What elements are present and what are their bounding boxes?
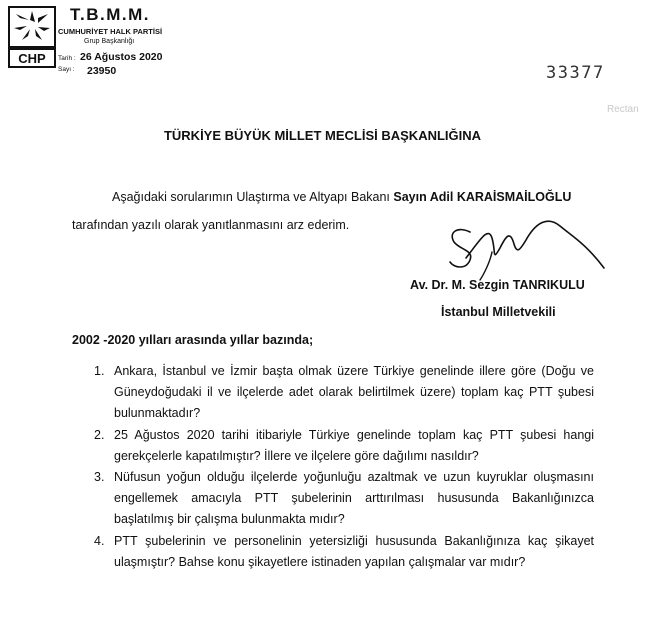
request-text: Aşağıdaki sorularımın Ulaştırma ve Altyapı Bakanı: [112, 190, 394, 204]
question-text: PTT şubelerinin ve personelinin yetersizliği hususunda Bakanlığınıza kaç şikayet ulaşmıştır? Bahse konu şikayetlere istinaden yapılan çalışmalar var mıdır?: [114, 534, 594, 569]
period-heading: 2002 -2020 yılları arasında yıllar bazında;: [72, 333, 314, 347]
institution-name: T.B.M.M.: [70, 5, 150, 24]
question-text: Ankara, İstanbul ve İzmir başta olmak üzere Türkiye genelinde illere göre (Doğu ve Güneydoğudaki il ve ilçelerde adet olarak belirtilmek üzere) toplam kaç PTT şubesi bulunmaktadır?: [114, 364, 594, 420]
faint-stamp-text: Rectan: [607, 104, 639, 115]
number-label: Sayı :: [58, 66, 75, 73]
signatory-role: İstanbul Milletvekili: [441, 305, 556, 319]
signatory-name: Av. Dr. M. Sezgin TANRIKULU: [410, 278, 585, 292]
question-number: 4.: [94, 534, 105, 548]
department-name: Grup Başkanlığı: [84, 38, 135, 45]
date-label: Tarih :: [58, 55, 76, 62]
date-value: 26 Ağustos 2020: [80, 51, 163, 63]
minister-name: Sayın Adil KARAİSMAİLOĞLU: [393, 190, 572, 204]
request-paragraph-continued: tarafından yazılı olarak yanıtlanmasını arz ederim.: [72, 218, 350, 232]
document-number: 33377: [546, 63, 605, 83]
question-item: [94, 467, 594, 530]
number-value: 23950: [87, 65, 117, 77]
question-number: 3.: [94, 470, 105, 484]
question-number: 1.: [94, 364, 105, 378]
chp-logo: [8, 6, 56, 68]
question-text: Nüfusun yoğun olduğu ilçelerde yoğunluğu azaltmak ve uzun kuyruklar oluşmasını engellemek amacıyla PTT şubelerinin arttırılması hususunda Bakanlığınızca başlatılmış bir çalışma bulunmakta mıdır?: [114, 470, 594, 526]
party-name: CUMHURİYET HALK PARTİSİ: [58, 27, 163, 36]
logo-text: CHP: [18, 51, 46, 66]
question-item: [94, 425, 594, 467]
question-item: [94, 531, 594, 573]
document-heading: TÜRKİYE BÜYÜK MİLLET MECLİSİ BAŞKANLIĞINA: [163, 128, 482, 143]
question-text: 25 Ağustos 2020 tarihi itibariyle Türkiye genelinde toplam kaç PTT şubesi hangi gerekçelerle kapatılmıştır? İllere ve ilçelere göre dağılımı nasıldır?: [114, 428, 594, 463]
question-number: 2.: [94, 428, 105, 442]
request-paragraph: [112, 190, 571, 204]
question-item: [94, 361, 594, 424]
